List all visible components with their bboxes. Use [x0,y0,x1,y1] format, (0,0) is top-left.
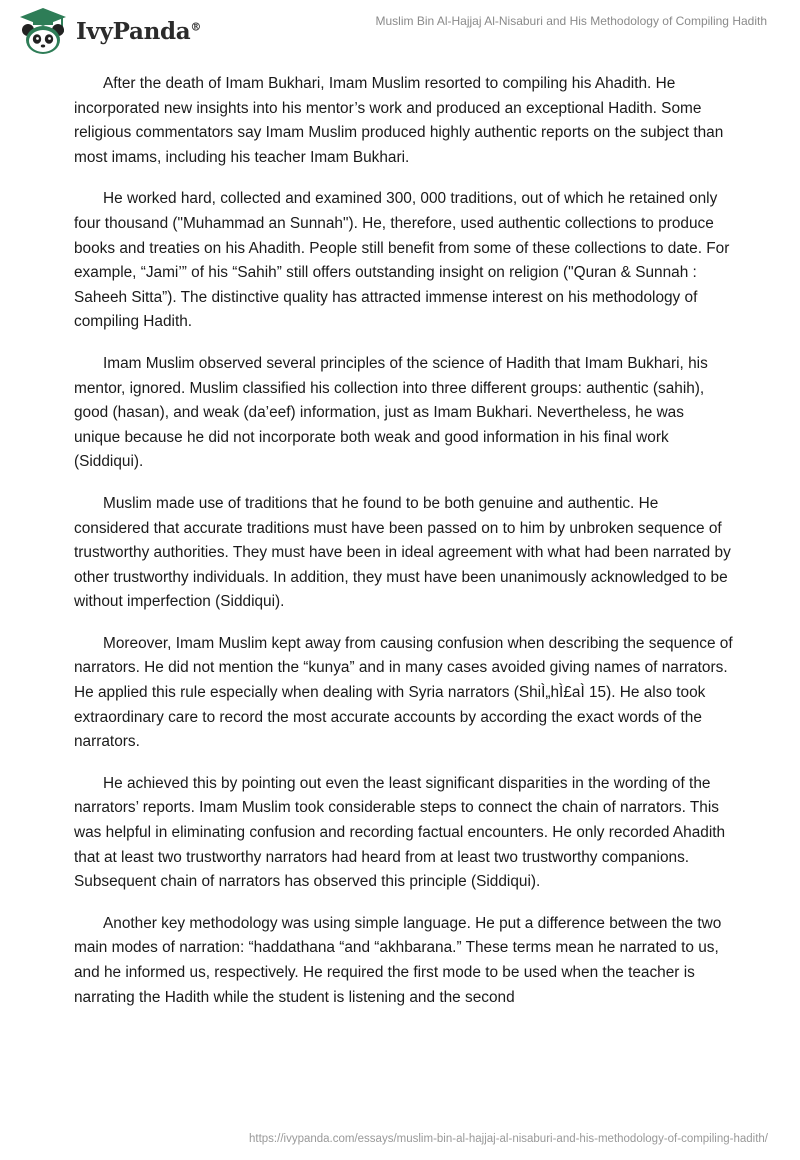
essay-body [74,72,734,1027]
panda-graduate-icon [14,6,72,56]
paragraph: After the death of Imam Bukhari, Imam Muslim resorted to compiling his Ahadith. He incorporated new insights into his mentor’s work and produced an exceptional Hadith. Some religious commentators say Imam Muslim produced highly authentic reports on the subject than most imams, including his teacher Imam Bukhari. [74,75,724,166]
paragraph: He achieved this by pointing out even the least significant disparities in the wording of the narrators’ reports. Imam Muslim took considerable steps to connect the chain of narrators. This was helpful in eliminating confusion and recording factual encounters. He only recorded Ahadith that at least two trustworthy narrators had heard from at least two trustworthy companions. Subsequent chain of narrators has observed this principle (Siddiqui). [74,774,726,891]
page-header [0,0,800,60]
document-title: Muslim Bin Al-Hajjaj Al-Nisaburi and His Methodology of Compiling Hadith [375,14,767,28]
paragraph: Muslim made use of traditions that he found to be both genuine and authentic. He considered that accurate traditions must have been passed on to him by unbroken sequence of trustworthy authorities. They must have been in ideal agreement with what had been narrated by other trustworthy individuals. In addition, they must have been unanimously acknowledged to be without imperfection (Siddiqui). [74,494,731,611]
brand-name: IvyPanda® [76,17,202,45]
ivypanda-logo[interactable] [14,6,201,56]
paragraph: Moreover, Imam Muslim kept away from causing confusion when describing the sequence of narrators. He did not mention the “kunya” and in many cases avoided giving names of narrators. He applied this rule especially when dealing with Syria narrators (ShiÌ„hÌ£aÌ 15). He also took extraordinary care to record the most accurate accounts by according the exact words of the narrators. [74,634,733,751]
paragraph: Imam Muslim observed several principles of the science of Hadith that Imam Bukhari, his mentor, ignored. Muslim classified his collection into three different groups: authentic (sahih), good (hasan), and weak (da’eef) information, just as Imam Bukhari. Nevertheless, he was unique because he did not incorporate both weak and good information in his final work (Siddiqui). [74,354,708,471]
paragraph: He worked hard, collected and examined 300, 000 traditions, out of which he retained only four thousand ("Muhammad an Sunnah"). He, therefore, used authentic collections to produce books and treaties on his Ahadith. People still benefit from some of these collections to date. For example, “Jami’” of his “Sahih” still offers outstanding insight on religion ("Quran & Sunnah : Saheeh Sitta”). The distinctive quality has attracted immense interest on his methodology of compiling Hadith. [74,190,730,331]
paragraph: Another key methodology was using simple language. He put a difference between the two main modes of narration: “haddathana “and “akhbarana.” These terms mean he narrated to us, and he informed us, respectively. He required the first mode to be used when the teacher is narrating the Hadith while the student is listening and the second [74,914,722,1006]
source-url-link[interactable]: https://ivypanda.com/essays/muslim-bin-al-hajjaj-al-nisaburi-and-his-methodology-of-compiling-hadith/ [249,1133,768,1145]
